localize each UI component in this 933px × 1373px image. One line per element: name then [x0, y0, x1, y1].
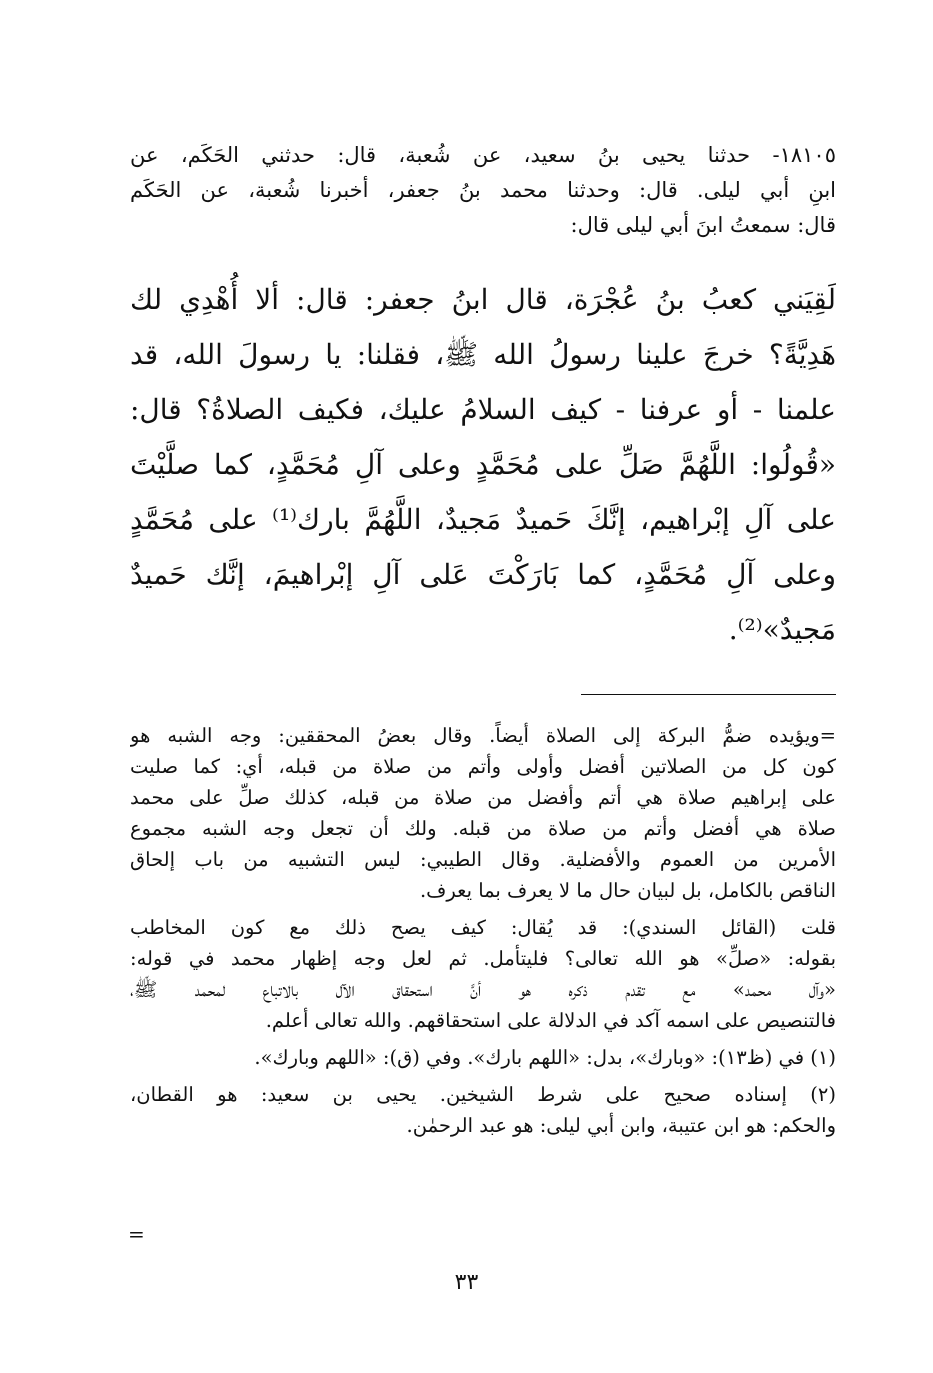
- hadith-isnad: [130, 138, 836, 243]
- footnotes: [130, 720, 836, 1141]
- sindi-line: قلت (القائل السندي): قد يُقال: كيف يصح ذلك مع كون المخاطب: [130, 916, 836, 939]
- footnote-line: =ويؤيده ضمُّ البركة إلى الصلاة أيضاً. وقال بعضُ المحققين: وجه الشبه هو: [130, 724, 836, 747]
- note2-line: والحكم: هو ابن عتيبة، وابن أبي ليلى: هو عبد الرحمٰن.: [406, 1114, 836, 1137]
- footnote-line: كون كل من الصلاتين أفضل وأولى وأتم من صلاة من قبله، أي: كما صليت: [130, 755, 836, 778]
- hadith-matn: [130, 272, 836, 657]
- sindi-comment: [130, 912, 836, 1036]
- matn-line: هَدِيَّةً؟ خرجَ علينا رسولُ الله ﷺ، فقلنا: يا رسولَ الله، قد: [130, 338, 836, 371]
- footnote-line: على إبراهيم صلاة هي أتم وأفضل من صلاة من قبله، كذلك صلِّ على محمد: [130, 786, 836, 809]
- footnote-line: الأمرين من العموم والأفضلية. وقال الطيبي: ليس التشبيه من باب إلحاق: [130, 848, 836, 871]
- footnote-line: صلاة هي أفضل وأتم من صلاة من قبله. ولك أن تجعل وجه الشبه مجموع: [130, 817, 836, 840]
- matn-line: مَجيدٌ»⁽²⁾.: [728, 613, 836, 646]
- footnote-line: الناقص بالكامل، بل لبيان حال ما لا يعرف بما يعرف.: [419, 879, 836, 902]
- footnote-1: [130, 1042, 836, 1073]
- matn-line: «قُولُوا: اللَّهُمَّ صَلِّ على مُحَمَّدٍ وعلى آلِ مُحَمَّدٍ، كما صلَّيْتَ: [130, 448, 836, 481]
- footnote-separator: [581, 694, 836, 695]
- note2-line: (٢) إسناده صحيح على شرط الشيخين. يحيى بن سعيد: هو القطان،: [130, 1083, 836, 1106]
- isnad-line: ١٨١٠٥- حدثنا يحيى بنُ سعيد، عن شُعبة، قال: حدثني الحَكَم، عن: [130, 143, 836, 167]
- sindi-line: «وآل محمد» مع تقدم ذكره هو أنَّ استحقاق الآل بالاتباع لمحمد ﷺ،: [130, 978, 836, 1001]
- note1-line: (١) في (ظ١٣): «وبارك»، بدل: «اللهم بارك». وفي (ق): «اللهم وبارك».: [254, 1046, 836, 1069]
- matn-line: وعلى آلِ مُحَمَّدٍ، كما بَارَكْتَ عَلى آلِ إبْراهيمَ، إنَّك حَميدٌ: [130, 558, 836, 591]
- isnad-line: ابنِ أبي ليلى. قال: وحدثنا محمد بنُ جعفر، أخبرنا شُعبة، عن الحَكَم: [130, 178, 836, 202]
- matn-line: لَقِيَني كعبُ بنُ عُجْرَة، قال ابنُ جعفر: قال: ألا أُهْدِي لك: [130, 283, 836, 316]
- footnote-continuation: [130, 720, 836, 906]
- sindi-line: فالتنصيص على اسمه آكد في الدلالة على استحقاقهم. والله تعالى أعلم.: [265, 1009, 836, 1032]
- isnad-line: قال: سمعتُ ابنَ أبي ليلى قال:: [570, 213, 836, 237]
- continuation-mark: =: [128, 1222, 145, 1246]
- matn-line: علمنا - أو عرفنا - كيف السلامُ عليك، فكيف الصلاةُ؟ قال:: [130, 393, 836, 426]
- page-number: ٣٣: [454, 1270, 479, 1295]
- matn-line: على آلِ إبْراهيم، إنَّكَ حَميدٌ مَجيدٌ، اللَّهُمَّ بارك⁽¹⁾ على مُحَمَّدٍ: [130, 503, 836, 536]
- footnote-2: [130, 1079, 836, 1141]
- sindi-line: بقوله: «صلِّ» هو الله تعالى؟ فليتأمل. ثم لعل وجه إظهار محمد في قوله:: [130, 947, 836, 970]
